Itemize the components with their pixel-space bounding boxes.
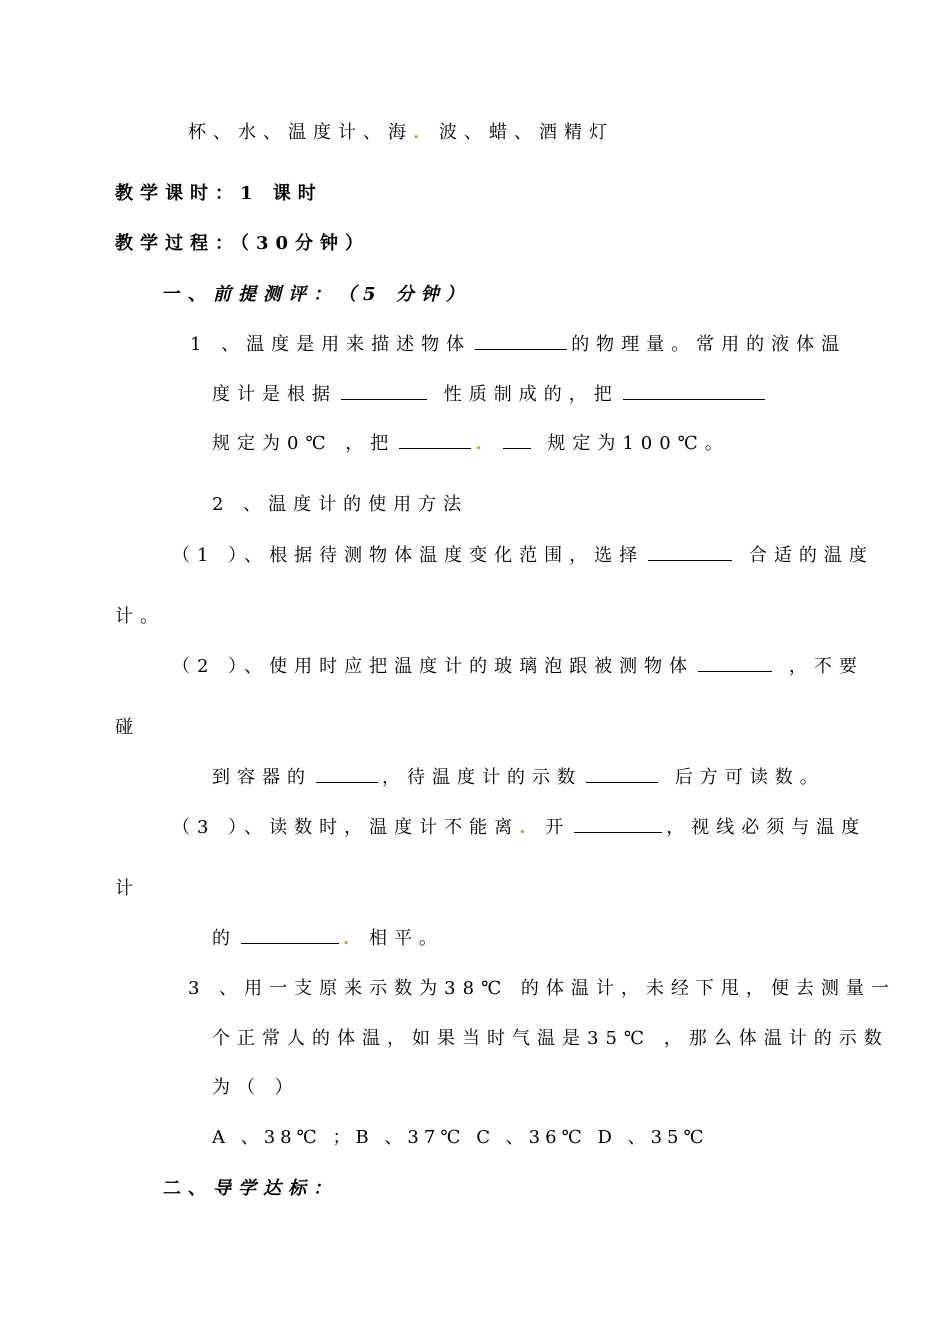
answer-blank[interactable] bbox=[475, 333, 567, 350]
lesson-hours: 教学课时：1 课时 bbox=[115, 183, 323, 204]
answer-blank[interactable] bbox=[623, 383, 765, 400]
q2-2-text-c: 到容器的 bbox=[212, 767, 312, 788]
teaching-process-heading: 教学过程：（30分钟） bbox=[115, 233, 371, 254]
section-one-number: 一、 bbox=[163, 284, 213, 305]
q1-text-c: 度计是根据 bbox=[212, 384, 337, 405]
q1-text-d: 性质制成的，把 bbox=[443, 384, 619, 405]
q2-1-text-a: （1 ）、根据待测物体温度变化范围，选择 bbox=[172, 545, 645, 566]
q2-2-text-e: 后方可读数。 bbox=[674, 767, 825, 788]
answer-blank[interactable] bbox=[503, 432, 531, 449]
question-2-item-3-cont bbox=[212, 927, 444, 951]
section-one-title: 前提测评：（5 分钟） bbox=[213, 284, 471, 305]
decor-dot: . bbox=[413, 122, 427, 143]
q2-2-text-d: ，待温度计的示数 bbox=[382, 767, 582, 788]
answer-blank[interactable] bbox=[648, 544, 732, 561]
decor-dot: . bbox=[519, 817, 533, 838]
answer-blank[interactable] bbox=[316, 766, 378, 783]
question-3-line-2: 个正常人的体温，如果当时气温是35℃ ，那么体温计的示数 bbox=[212, 1028, 889, 1049]
section-two-number: 二、 bbox=[163, 1178, 213, 1199]
question-2-item-1 bbox=[172, 544, 874, 568]
q1-text-a: 1 、温度是用来描述物体 bbox=[190, 334, 472, 355]
q1-text-f: 规定为100℃。 bbox=[547, 433, 730, 454]
materials-text-2: 波、蜡、酒精灯 bbox=[439, 122, 615, 143]
question-3-line-1: 3 、用一支原来示数为38℃ 的体温计，未经下甩，便去测量一 bbox=[188, 978, 896, 999]
q2-3-text-e: 相平。 bbox=[369, 928, 445, 949]
section-two-title: 导学达标： bbox=[213, 1178, 338, 1199]
q2-2-text-b: ，不要 bbox=[788, 656, 864, 677]
materials-line bbox=[188, 121, 614, 145]
question-3-line-3: 为（ ） bbox=[212, 1077, 300, 1098]
question-3-options: A 、38℃ ；B 、37℃ C 、36℃ D 、35℃ bbox=[212, 1127, 709, 1148]
materials-text-1: 杯、水、温度计、海 bbox=[188, 122, 413, 143]
question-2-heading: 2 、温度计的使用方法 bbox=[212, 494, 469, 515]
decor-dot: . bbox=[475, 433, 489, 454]
question-1-line-1 bbox=[190, 333, 846, 357]
section-two-heading bbox=[163, 1177, 338, 1201]
question-2-item-1-wrap: 计。 bbox=[115, 606, 165, 627]
q2-3-text-d: 的 bbox=[212, 928, 237, 949]
question-2-item-2-wrap: 碰 bbox=[115, 717, 140, 738]
q2-1-text-b: 合适的温度 bbox=[748, 545, 874, 566]
q2-3-text-c: ，视线必须与温度 bbox=[666, 817, 867, 838]
answer-blank[interactable] bbox=[574, 816, 662, 833]
q1-text-b: 的物理量。常用的液体温 bbox=[571, 334, 847, 355]
answer-blank[interactable] bbox=[399, 432, 471, 449]
decor-dot: . bbox=[343, 928, 357, 949]
question-2-item-3 bbox=[172, 816, 866, 840]
question-2-item-2-cont bbox=[212, 766, 825, 790]
q2-2-text-a: （2 ）、使用时应把温度计的玻璃泡跟被测物体 bbox=[172, 656, 695, 677]
question-2-item-3-wrap: 计 bbox=[115, 878, 140, 899]
question-1-line-3 bbox=[212, 432, 730, 456]
q1-text-e: 规定为0℃ ，把 bbox=[212, 433, 396, 454]
section-one-heading bbox=[163, 283, 471, 307]
question-1-line-2 bbox=[212, 383, 769, 407]
q2-3-text-b: 开 bbox=[545, 817, 571, 838]
answer-blank[interactable] bbox=[698, 655, 772, 672]
answer-blank[interactable] bbox=[241, 927, 339, 944]
question-2-item-2 bbox=[172, 655, 864, 679]
q2-3-text-a: （3 ）、读数时，温度计不能离 bbox=[172, 817, 520, 838]
answer-blank[interactable] bbox=[341, 383, 427, 400]
answer-blank[interactable] bbox=[586, 766, 658, 783]
